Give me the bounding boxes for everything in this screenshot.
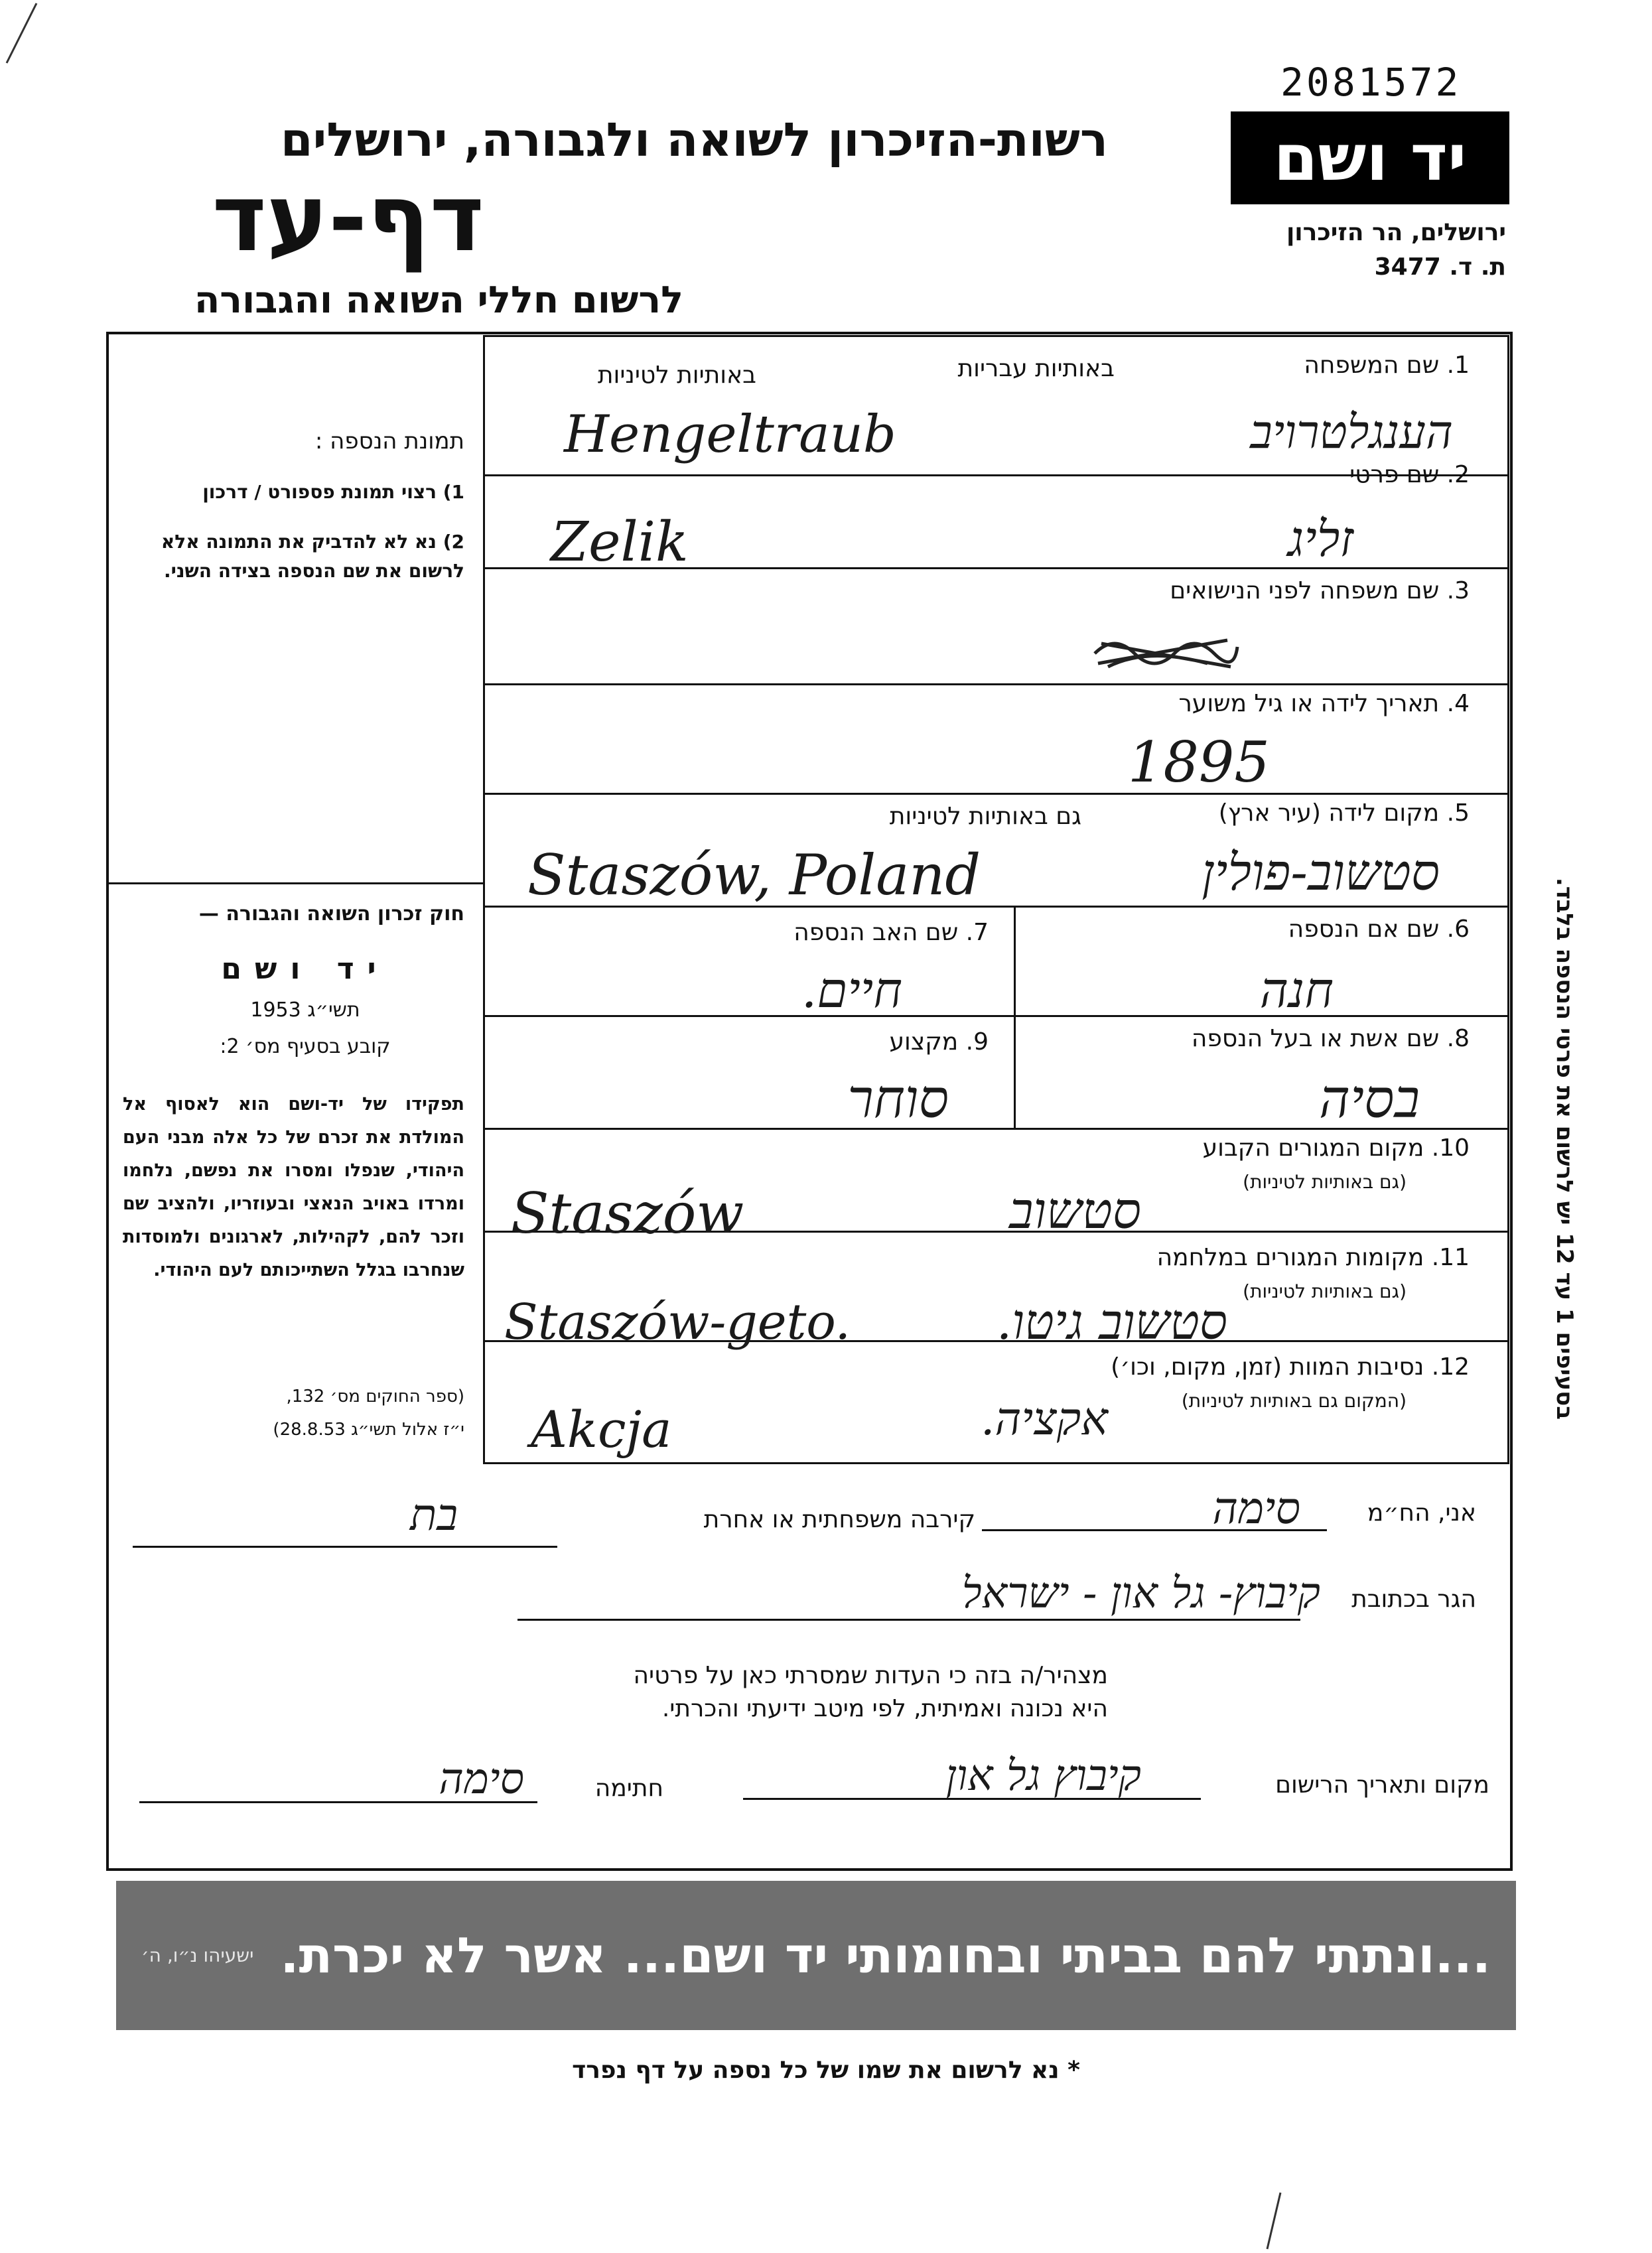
field-2-label: 2. שם פרטי: [1349, 461, 1470, 488]
field-1-value-hebrew[interactable]: הענגלטרויב: [1250, 405, 1453, 459]
field-10-sub: (גם באותיות לטיניות): [1243, 1171, 1407, 1193]
field-1-hebrew-col: באותיות עבריות: [957, 355, 1115, 382]
relation-line: [133, 1546, 557, 1548]
field-11-value-latin[interactable]: Staszów-geto.: [504, 1294, 851, 1351]
form-subtitle: לרשום חללי השואה והגבורה: [194, 279, 683, 322]
field-10-value-hebrew[interactable]: סטשוב: [1008, 1181, 1141, 1240]
field-8-label: 8. שם אשת או בעל הנספה: [1191, 1025, 1470, 1052]
photo-note-2: 2) נא לא להדביק את התמונה אלא לרשום את שם הנספה בצידה השני.: [161, 531, 464, 582]
field-7-value[interactable]: חיים.: [801, 962, 902, 1019]
address-line: [517, 1619, 1300, 1621]
field-1-label: 1. שם המשפחה: [1304, 352, 1470, 379]
serial-number: 2081572: [1280, 60, 1462, 105]
row-divider: [484, 1015, 1509, 1017]
law-name: יד ושם: [221, 952, 389, 986]
field-11-sub: (גם באותיות לטיניות): [1243, 1280, 1407, 1302]
place-date-line: [743, 1798, 1201, 1800]
field-4-label: 4. תאריך לידה או גיל משוער: [1178, 690, 1470, 717]
signature-line: [139, 1801, 537, 1803]
logo-text: יד ושם: [1273, 121, 1467, 195]
field-1-latin-col: באותיות לטיניות: [597, 362, 756, 389]
row-divider: [484, 683, 1509, 685]
field-2-value-latin[interactable]: Zelik: [551, 511, 689, 574]
declaration-relation-label: קירבה משפחתית או אחרת: [703, 1506, 975, 1533]
side-note: בסעיפים 1 עד 12 יש לרשום את פרטי הנספה בלבד.: [1551, 877, 1578, 1420]
field-1-value-latin[interactable]: Hengeltraub: [564, 405, 896, 464]
field-9-label: 9. מקצוע: [889, 1028, 989, 1056]
declaration-signer-name[interactable]: סימה: [1212, 1483, 1300, 1534]
banner-text: ...ונתתי להם בביתי ובחומותי יד ושם... אשר לא יכרת.: [280, 1927, 1491, 1984]
field-5-latin-col: גם באותיות לטיניות: [889, 803, 1081, 830]
logo-po-box: ת. ד. 3477: [1374, 253, 1506, 281]
bottom-scan-mark: [1254, 2189, 1294, 2253]
place-date-value[interactable]: קיבוץ גל און: [945, 1751, 1141, 1801]
declaration-address-value[interactable]: קיבוץ- גל און - ישראל: [961, 1569, 1320, 1618]
photo-box-title: תמונת הנספה :: [314, 428, 464, 454]
signature-label: חתימה: [594, 1775, 663, 1802]
left-box-divider: [107, 882, 483, 884]
field-3-label: 3. שם משפחה לפני הנישואים: [1170, 577, 1470, 604]
law-citation-1: (ספר החוקים מס׳ 132,: [286, 1387, 464, 1406]
footer-note: * נא לרשום את שמו של כל נספה על דף נפרד: [572, 2057, 1080, 2084]
field-11-value-hebrew[interactable]: סטשוב גיטו.: [996, 1294, 1227, 1351]
yad-vashem-logo: [1231, 111, 1509, 204]
quote-banner: [116, 1881, 1516, 2030]
authority-title: רשות-הזיכרון לשואה ולגבורה, ירושלים: [280, 113, 1108, 167]
corner-scan-mark: [0, 0, 80, 73]
column-divider: [1014, 906, 1016, 1128]
declaration-i-label: אני, הח״מ: [1367, 1499, 1476, 1527]
row-divider: [484, 793, 1509, 795]
field-8-value[interactable]: בסיה: [1319, 1068, 1420, 1130]
field-12-value-hebrew[interactable]: אקציה.: [980, 1393, 1108, 1446]
field-12-sub: (המקום גם באותיות לטיניות): [1181, 1390, 1407, 1412]
field-7-label: 7. שם האב הנספה: [793, 919, 989, 946]
declaration-relation-value[interactable]: בת: [409, 1489, 458, 1540]
field-5-value-hebrew[interactable]: סטשוב-פולין: [1202, 843, 1440, 902]
law-citation-2: י״ז אלול תשי״ג 28.8.53): [273, 1420, 464, 1440]
field-9-value[interactable]: סוחר: [847, 1068, 949, 1130]
photo-note-1: 1) רצוי תמונת פספורט / דרכון: [202, 481, 464, 503]
law-year: תשי״ג 1953: [250, 998, 360, 1022]
form-title: דף-עד: [212, 165, 484, 273]
declaration-address-label: הגר בכתובת: [1351, 1586, 1476, 1613]
field-10-value-latin[interactable]: Staszów: [511, 1181, 744, 1246]
field-12-value-latin[interactable]: Akcja: [531, 1400, 672, 1459]
field-12-label: 12. נסיבות המוות (זמן, מקום, וכו׳): [1111, 1353, 1470, 1381]
law-text: תפקידו של יד-ושם הוא לאסוף אל המולדת את זכרם של כל אלה מבני העם היהודי, שנפלו ומסרו את נפשם, נלחמו ומרדו באויב הנאצי ובעוזריו, ולהציב שם וזכר להם, לקהילות, לארגונים ולמוסדות שנחרבו בגלל השתייכותם לעם היהודי.: [123, 1094, 464, 1280]
field-6-label: 6. שם אם הנספה: [1288, 916, 1470, 943]
field-2-value-hebrew[interactable]: זליג: [1287, 511, 1353, 568]
field-3-crossed-out-value[interactable]: [1088, 627, 1241, 680]
field-11-label: 11. מקומות המגורים במלחמה: [1156, 1244, 1470, 1271]
declaration-statement-2: היא נכונה ואמיתית, לפי מיטב ידיעתי והכרתי.: [661, 1695, 1108, 1722]
place-date-label: מקום ותאריך הרישום: [1275, 1771, 1489, 1799]
field-4-value[interactable]: 1895: [1128, 730, 1270, 795]
logo-address: ירושלים, הר הזיכרון: [1286, 219, 1506, 246]
signature-value[interactable]: סימה: [439, 1755, 524, 1804]
signer-name-line: [982, 1529, 1327, 1531]
field-5-label: 5. מקום לידה (עיר ארץ): [1218, 799, 1470, 827]
declaration-statement-1: מצהיר/ה בזה כי העדות שמסרתי כאן על פרטיה: [633, 1662, 1108, 1689]
field-5-value-latin[interactable]: Staszów, Poland: [527, 843, 981, 908]
banner-source: ישעיהו נ״ו, ה׳: [141, 1945, 254, 1966]
field-6-value[interactable]: חנה: [1259, 962, 1334, 1019]
field-10-label: 10. מקום המגורים הקבוע: [1202, 1134, 1470, 1162]
law-title: חוק זכרון השואה והגבורה —: [198, 902, 464, 925]
law-clause: קובע בסעיף מס׳ 2:: [220, 1035, 391, 1058]
